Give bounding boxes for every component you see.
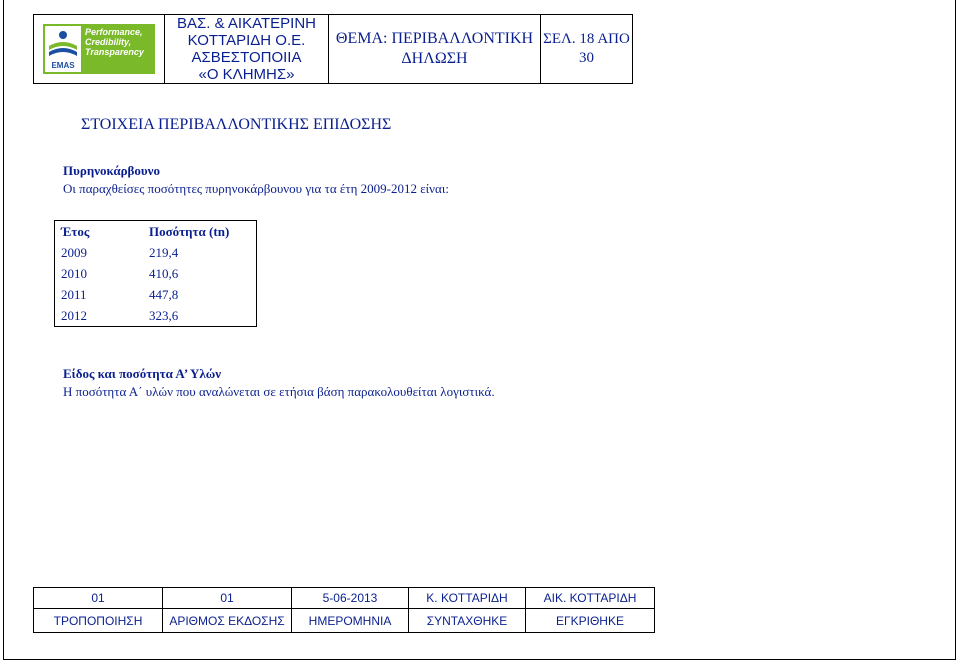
revision-label: ΤΡΟΠΟΠΟΙΗΣΗ <box>34 609 163 633</box>
materials-title: Είδος και ποσότητα Α’ Υλών <box>63 366 222 381</box>
company-line: ΒΑΣ. & ΑΙΚΑΤΕΡΙΝΗ <box>176 15 317 32</box>
approved-by-label: ΕΓΚΡΙΘΗΚΕ <box>526 609 655 633</box>
year-cell: 2011 <box>61 286 87 302</box>
year-cell: 2009 <box>61 244 87 260</box>
table-header-row <box>55 221 257 243</box>
footer-table <box>33 587 655 633</box>
company-line: «Ο ΚΛΗΜΗΣ» <box>198 66 295 83</box>
quantity-cell: 410,6 <box>149 265 179 281</box>
prepared-by-value: Κ. ΚΟΤΤΑΡΙΔΗ <box>409 588 526 609</box>
year-cell: 2012 <box>61 307 87 323</box>
quantity-cell: 323,6 <box>149 307 179 323</box>
column-header-year: Έτος <box>61 223 90 239</box>
issue-number-label: ΑΡΙΘΜΟΣ ΕΚΔΟΣΗΣ <box>163 609 292 633</box>
footer-values-row <box>34 588 655 609</box>
page-label: ΣΕΛ. <box>543 31 576 47</box>
prepared-by-label: ΣΥΝΤΑΧΘΗΚΕ <box>409 609 526 633</box>
table-row <box>55 284 257 305</box>
table-row <box>55 305 257 327</box>
company-name <box>165 15 329 84</box>
emas-brand-text: EMAS <box>51 61 75 70</box>
tagline-line: Credibility, <box>85 37 132 47</box>
company-line: ΚΟΤΤΑΡΙΔΗ Ο.Ε. <box>187 32 306 49</box>
year-cell: 2010 <box>61 265 87 281</box>
emas-mark-icon <box>45 26 81 72</box>
page-number <box>541 15 633 84</box>
quantity-cell: 447,8 <box>149 286 179 302</box>
materials-text: Η ποσότητα Α΄ υλών που αναλώνεται σε ετήσια βάση παρακολουθείται λογιστικά. <box>63 384 495 399</box>
quantity-cell: 219,4 <box>149 244 179 260</box>
page-text: 18 ΑΠΟ <box>579 31 630 47</box>
footer-labels-row <box>34 609 655 633</box>
logo-cell <box>34 15 165 84</box>
tagline-line: Performance, <box>85 27 143 37</box>
topic-line1: ΠΕΡΙΒΑΛΛΟΝΤΙΚΗ <box>391 30 534 47</box>
production-table <box>54 220 257 327</box>
table-row <box>55 242 257 263</box>
tagline-line: Transparency <box>85 47 144 57</box>
topic-label: ΘΕΜΑ: <box>335 30 388 47</box>
document-topic <box>329 15 541 84</box>
company-line: ΑΣΒΕΣΤΟΠΟΙΙΑ <box>191 49 302 66</box>
page-border <box>3 0 956 660</box>
limestone-title: Πυρηνοκάρβουνο <box>63 163 160 178</box>
date-value: 5-06-2013 <box>292 588 409 609</box>
revision-value: 01 <box>34 588 163 609</box>
approved-by-value: ΑΙΚ. ΚΟΤΤΑΡΙΔΗ <box>526 588 655 609</box>
limestone-intro: Οι παραχθείσες ποσότητες πυρηνοκάρβουνου για τα έτη 2009-2012 είναι: <box>63 181 449 196</box>
emas-tagline <box>85 27 144 57</box>
issue-number-value: 01 <box>163 588 292 609</box>
table-row <box>55 263 257 284</box>
page-total: 30 <box>579 50 594 66</box>
header-table <box>33 14 633 84</box>
topic-line2: ΔΗΛΩΣΗ <box>401 50 468 67</box>
date-label: ΗΜΕΡΟΜΗΝΙΑ <box>292 609 409 633</box>
emas-logo <box>43 24 155 74</box>
column-header-quantity: Ποσότητα (tn) <box>149 223 230 239</box>
section-title: ΣΤΟΙΧΕΙΑ ΠΕΡΙΒΑΛΛΟΝΤΙΚΗΣ ΕΠΙΔΟΣΗΣ <box>81 116 392 133</box>
